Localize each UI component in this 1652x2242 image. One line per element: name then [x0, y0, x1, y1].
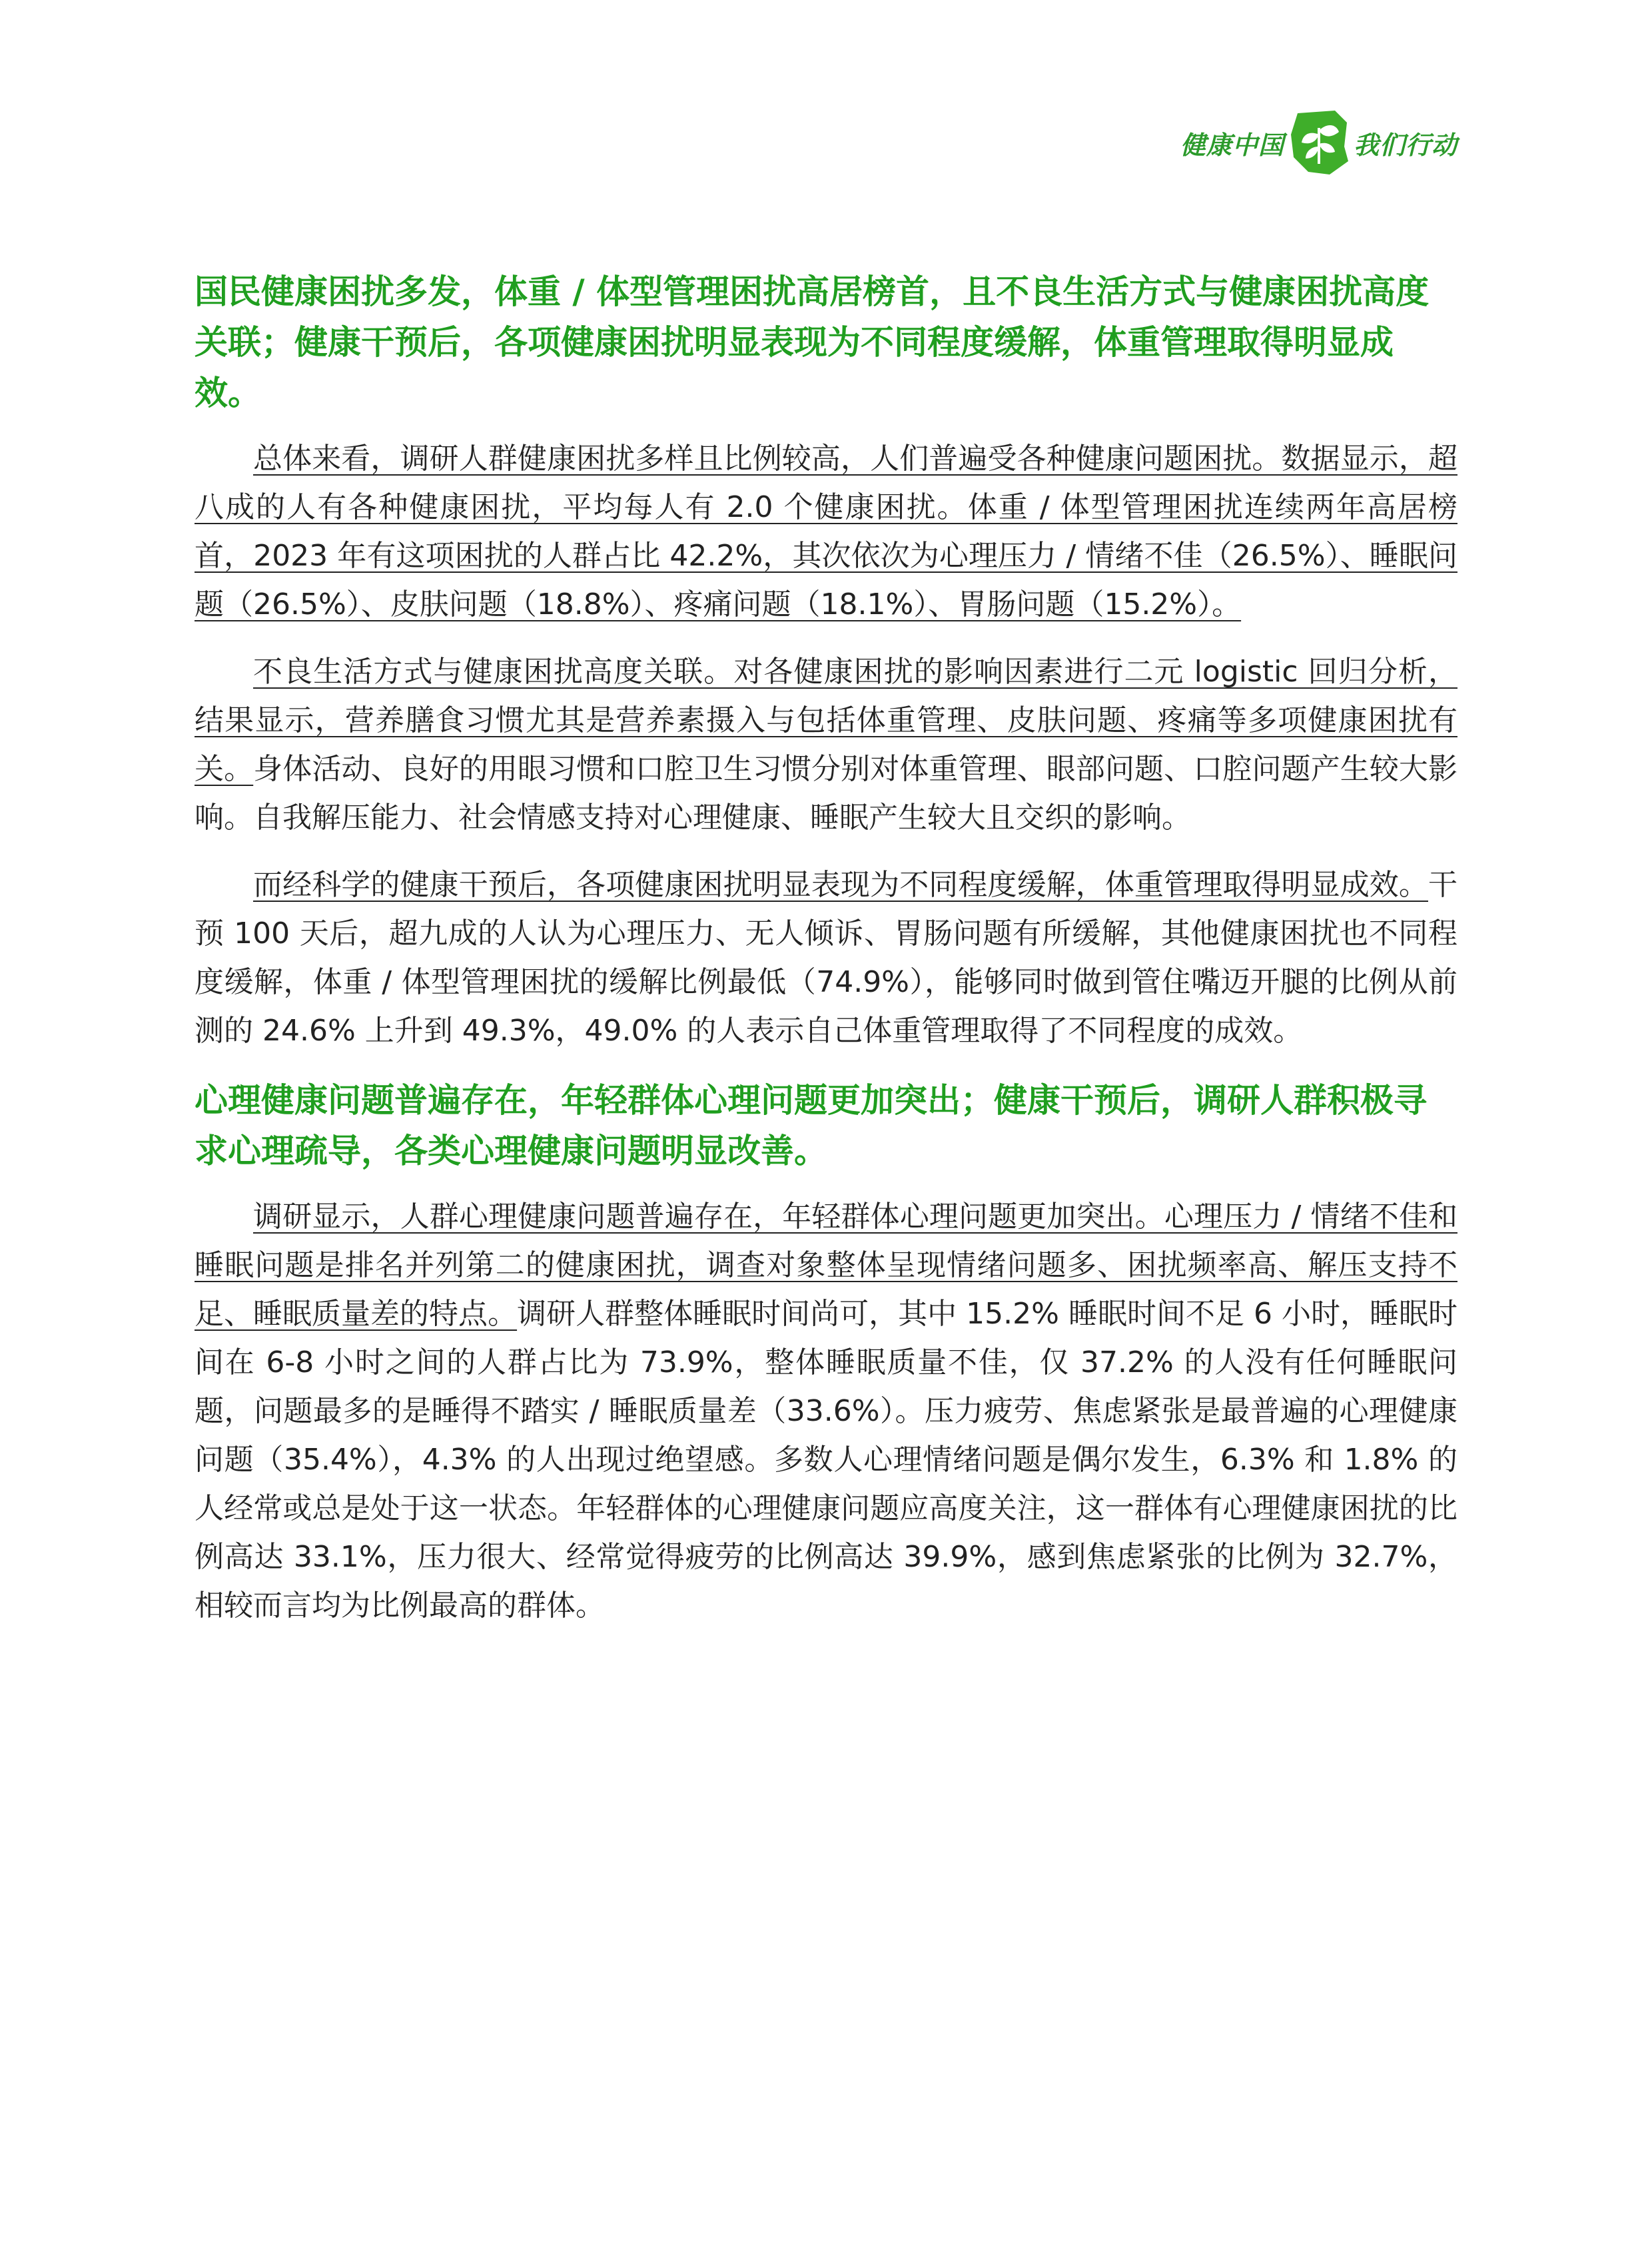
paragraph-4-key-sentence: 调研显示，人群心理健康问题普遍存在，年轻群体心理问题更加突出。心理压力 / 情绪不佳和睡眠问题是排名并列第二的健康困扰，调查对象整体呈现情绪问题多、困扰频率高、解压支持不足、睡眠质量差的特点。 [195, 1200, 1457, 1331]
section-heading-2: 心理健康问题普遍存在，年轻群体心理问题更加突出；健康干预后，调研人群积极寻求心理疏导，各类心理健康问题明显改善。 [195, 1081, 1427, 1170]
paragraph-1 [195, 434, 1457, 629]
logo-text-left: 健康中国 [1180, 130, 1284, 160]
section-heading-1: 国民健康困扰多发，体重 / 体型管理困扰高居榜首，且不良生活方式与健康困扰高度关联；健康干预后，各项健康困扰明显表现为不同程度缓解，体重管理取得明显成效。 [195, 272, 1430, 412]
header-logo [1180, 108, 1457, 177]
paragraph-1-key-sentence: 总体来看，调研人群健康困扰多样且比例较高，人们普遍受各种健康问题困扰。数据显示，超八成的人有各种健康困扰，平均每人有 2.0 个健康困扰。体重 / 体型管理困扰连续两年高居榜首，2023 年有这项困扰的人群占比 42.2%，其次依次为心理压力 / 情绪不佳（26.5%）、睡眠问题（26.5%）、皮肤问题（18.8%）、疼痛问题（18.1%）、胃肠问题（15.2%）。 [195, 442, 1457, 621]
paragraph-3 [195, 861, 1457, 1055]
paragraph-2-key-sentence: 不良生活方式与健康困扰高度关联。对各健康困扰的影响因素进行二元 logistic 回归分析，结果显示，营养膳食习惯尤其是营养素摄入与包括体重管理、皮肤问题、疼痛等多项健康困扰有关。 [195, 655, 1457, 786]
paragraph-4 [195, 1192, 1457, 1630]
logo-text-right: 我们行动 [1353, 130, 1457, 160]
document-body [195, 266, 1457, 1649]
leaf-map-icon [1288, 108, 1350, 177]
paragraph-2-text: 身体活动、良好的用眼习惯和口腔卫生习惯分别对体重管理、眼部问题、口腔问题产生较大影响。自我解压能力、社会情感支持对心理健康、睡眠产生较大且交织的影响。 [195, 752, 1458, 835]
paragraph-3-key-sentence: 而经科学的健康干预后，各项健康困扰明显表现为不同程度缓解，体重管理取得明显成效。 [253, 868, 1428, 902]
paragraph-3-text: 干预 100 天后，超九成的人认为心理压力、无人倾诉、胃肠问题有所缓解，其他健康困扰也不同程度缓解，体重 / 体型管理困扰的缓解比例最低（74.9%），能够同时做到管住嘴迈开腿的比例从前测的 24.6% 上升到 49.3%，49.0% 的人表示自己体重管理取得了不同程度的成效。 [195, 868, 1457, 1048]
paragraph-2 [195, 647, 1457, 842]
paragraph-4-text: 调研人群整体睡眠时间尚可，其中 15.2% 睡眠时间不足 6 小时，睡眠时间在 6-8 小时之间的人群占比为 73.9%，整体睡眠质量不佳，仅 37.2% 的人没有任何睡眠问题，问题最多的是睡得不踏实 / 睡眠质量差（33.6%）。压力疲劳、焦虑紧张是最普遍的心理健康问题（35.4%），4.3% 的人出现过绝望感。多数人心理情绪问题是偶尔发生，6.3% 和 1.8% 的人经常或总是处于这一状态。年轻群体的心理健康问题应高度关注，这一群体有心理健康困扰的比例高达 33.1%，压力很大、经常觉得疲劳的比例高达 39.9%，感到焦虑紧张的比例为 32.7%，相较而言均为比例最高的群体。 [195, 1297, 1457, 1623]
